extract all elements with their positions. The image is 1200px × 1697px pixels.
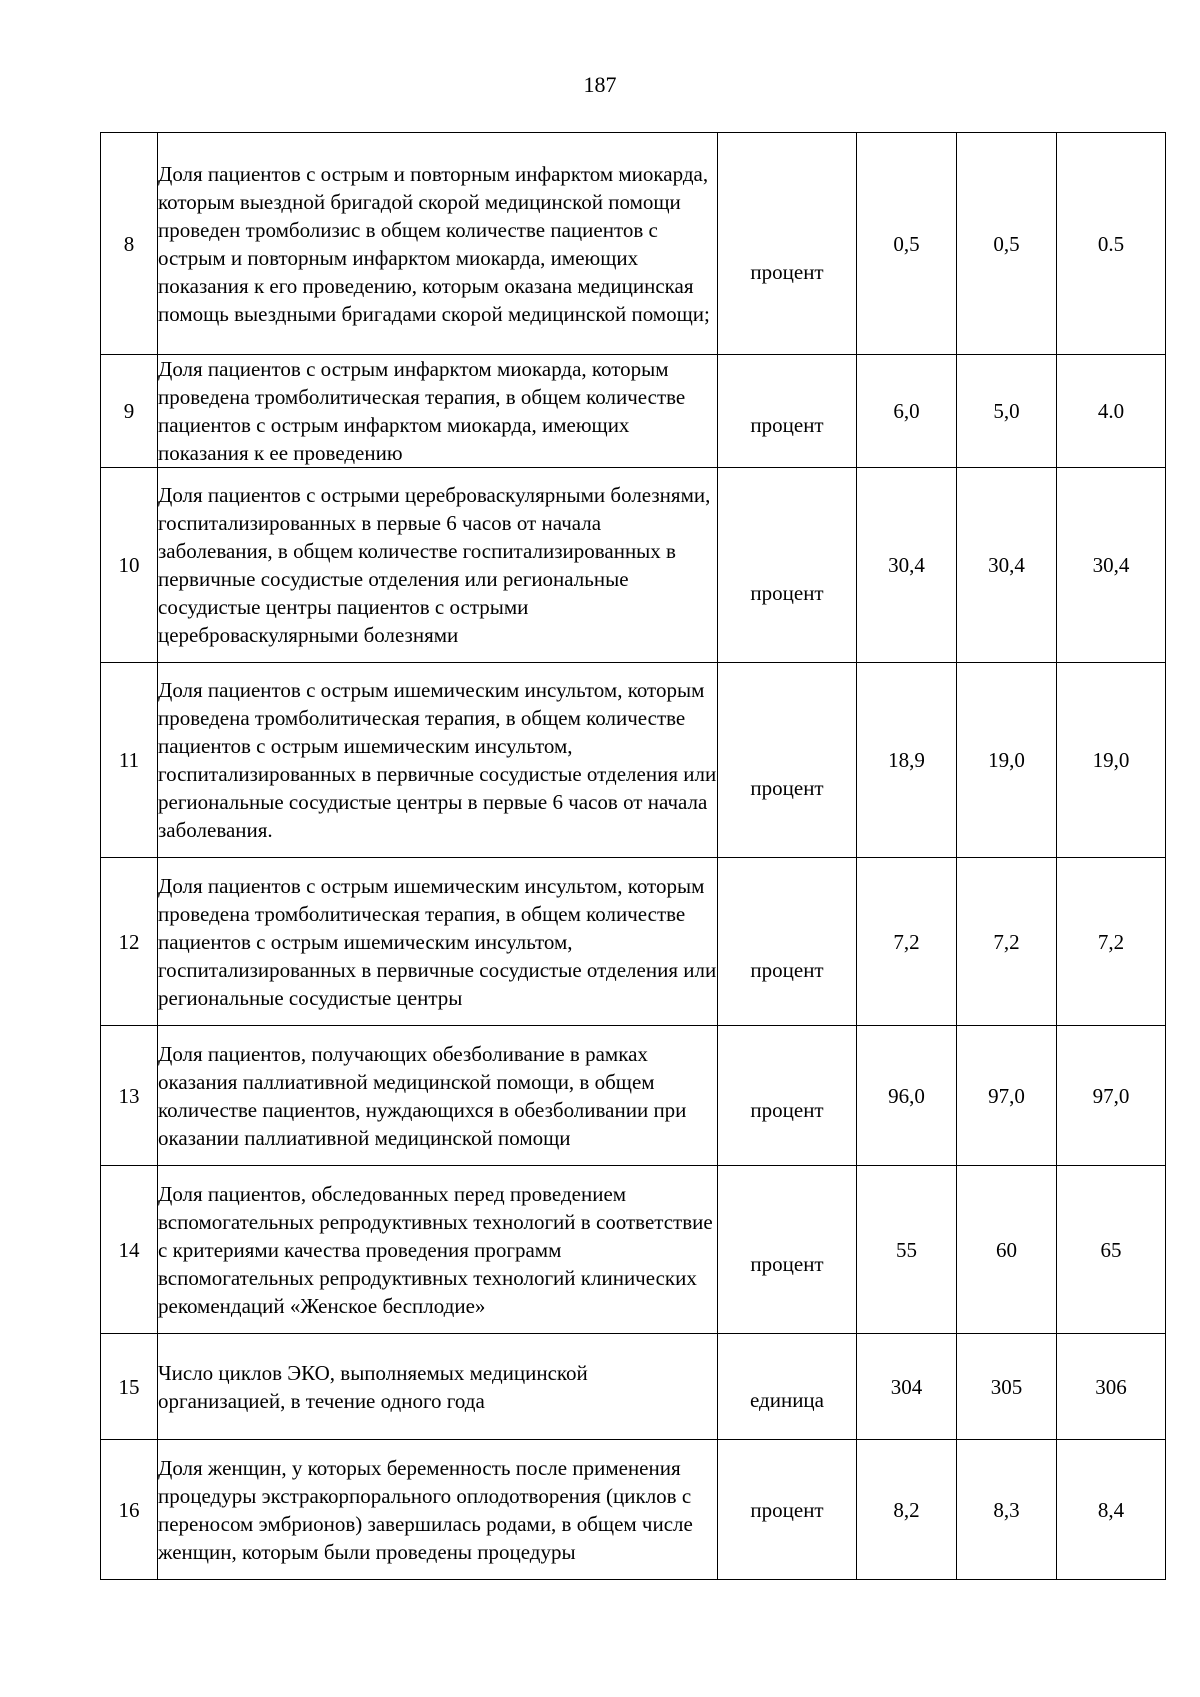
table-row: [101, 468, 1166, 663]
unit-label: процент: [750, 1251, 824, 1276]
value-3: 8,4: [1057, 1440, 1166, 1580]
table-row: [101, 1166, 1166, 1334]
unit-label: процент: [750, 1497, 824, 1522]
value-2: 8,3: [957, 1440, 1057, 1580]
indicator-description: Число циклов ЭКО, выполняемых медицинской организацией, в течение одного года: [158, 1334, 718, 1440]
unit-label: процент: [750, 776, 824, 800]
unit-label: процент: [750, 413, 824, 437]
unit-cell: [718, 858, 857, 1026]
value-1: 96,0: [857, 1026, 957, 1166]
value-3: 306: [1057, 1334, 1166, 1440]
value-1: 0,5: [857, 133, 957, 355]
row-number: 14: [101, 1166, 158, 1334]
row-number: 8: [101, 133, 158, 355]
indicator-description: Доля пациентов с острым и повторным инфарктом миокарда, которым выездной бригадой скорой медицинской помощи проведен тромболизис в общем количестве пациентов с острым и повторным инфарктом миокарда, имеющих показания к его проведению, которым оказана медицинская помощь выездными бригадами скорой медицинской помощи;: [158, 133, 718, 355]
value-2: 97,0: [957, 1026, 1057, 1166]
value-3: 19,0: [1057, 663, 1166, 858]
table-row: [101, 1440, 1166, 1580]
value-3: 97,0: [1057, 1026, 1166, 1166]
value-2: 19,0: [957, 663, 1057, 858]
value-2: 60: [957, 1166, 1057, 1334]
row-number: 16: [101, 1440, 158, 1580]
row-number: 10: [101, 468, 158, 663]
value-1: 18,9: [857, 663, 957, 858]
table-row: [101, 1334, 1166, 1440]
unit-cell: [718, 663, 857, 858]
unit-label: процент: [750, 1097, 824, 1122]
value-1: 6,0: [857, 355, 957, 468]
value-2: 30,4: [957, 468, 1057, 663]
row-number: 12: [101, 858, 158, 1026]
unit-label: процент: [750, 581, 824, 605]
page-number: 187: [583, 72, 617, 97]
row-number: 9: [101, 355, 158, 468]
indicator-description: Доля пациентов с острым инфарктом миокарда, которым проведена тромболитическая терапия, в общем количестве пациентов с острым инфарктом миокарда, имеющих показания к ее проведению: [158, 355, 718, 468]
row-number: 13: [101, 1026, 158, 1166]
table-row: [101, 1026, 1166, 1166]
value-3: 30,4: [1057, 468, 1166, 663]
indicator-description: Доля пациентов, обследованных перед проведением вспомогательных репродуктивных технологий в соответствие с критериями качества проведения программ вспомогательных репродуктивных технологий клинических рекомендаций «Женское бесплодие»: [158, 1166, 718, 1334]
unit-cell: [718, 1166, 857, 1334]
value-1: 30,4: [857, 468, 957, 663]
unit-cell: [718, 1440, 857, 1580]
row-number: 15: [101, 1334, 158, 1440]
table-row: [101, 663, 1166, 858]
value-1: 8,2: [857, 1440, 957, 1580]
value-3: 4.0: [1057, 355, 1166, 468]
indicator-description: Доля пациентов, получающих обезболивание в рамках оказания паллиативной медицинской помощи, в общем количестве пациентов, нуждающихся в обезболивании при оказании паллиативной медицинской помощи: [158, 1026, 718, 1166]
value-2: 7,2: [957, 858, 1057, 1026]
unit-label: процент: [750, 259, 824, 284]
unit-cell: [718, 355, 857, 468]
value-1: 304: [857, 1334, 957, 1440]
value-3: 7,2: [1057, 858, 1166, 1026]
value-2: 5,0: [957, 355, 1057, 468]
indicator-description: Доля пациентов с острым ишемическим инсультом, которым проведена тромболитическая терапия, в общем количестве пациентов с острым ишемическим инсультом, госпитализированных в первичные сосудистые отделения или региональные сосудистые центры в первые 6 часов от начала заболевания.: [158, 663, 718, 858]
value-1: 7,2: [857, 858, 957, 1026]
table-row: [101, 858, 1166, 1026]
value-2: 0,5: [957, 133, 1057, 355]
indicators-table: [100, 132, 1166, 1580]
table-row: [101, 133, 1166, 355]
unit-cell: [718, 1334, 857, 1440]
indicator-description: Доля пациентов с острыми цереброваскулярными болезнями, госпитализированных в первые 6 часов от начала заболевания, в общем количестве госпитализированных в первичные сосудистые отделения или региональные сосудистые центры пациентов с острыми цереброваскулярными болезнями: [158, 468, 718, 663]
unit-label: единица: [749, 1387, 824, 1412]
value-3: 0.5: [1057, 133, 1166, 355]
indicator-description: Доля пациентов с острым ишемическим инсультом, которым проведена тромболитическая терапия, в общем количестве пациентов с острым ишемическим инсультом, госпитализированных в первичные сосудистые отделения или региональные сосудистые центры: [158, 858, 718, 1026]
unit-label: процент: [750, 957, 824, 982]
table-row: [101, 355, 1166, 468]
unit-cell: [718, 133, 857, 355]
unit-cell: [718, 468, 857, 663]
value-3: 65: [1057, 1166, 1166, 1334]
indicator-description: Доля женщин, у которых беременность после применения процедуры экстракорпорального оплодотворения (циклов с переносом эмбрионов) завершилась родами, в общем числе женщин, которым были проведены процедуры: [158, 1440, 718, 1580]
unit-cell: [718, 1026, 857, 1166]
row-number: 11: [101, 663, 158, 858]
value-2: 305: [957, 1334, 1057, 1440]
value-1: 55: [857, 1166, 957, 1334]
